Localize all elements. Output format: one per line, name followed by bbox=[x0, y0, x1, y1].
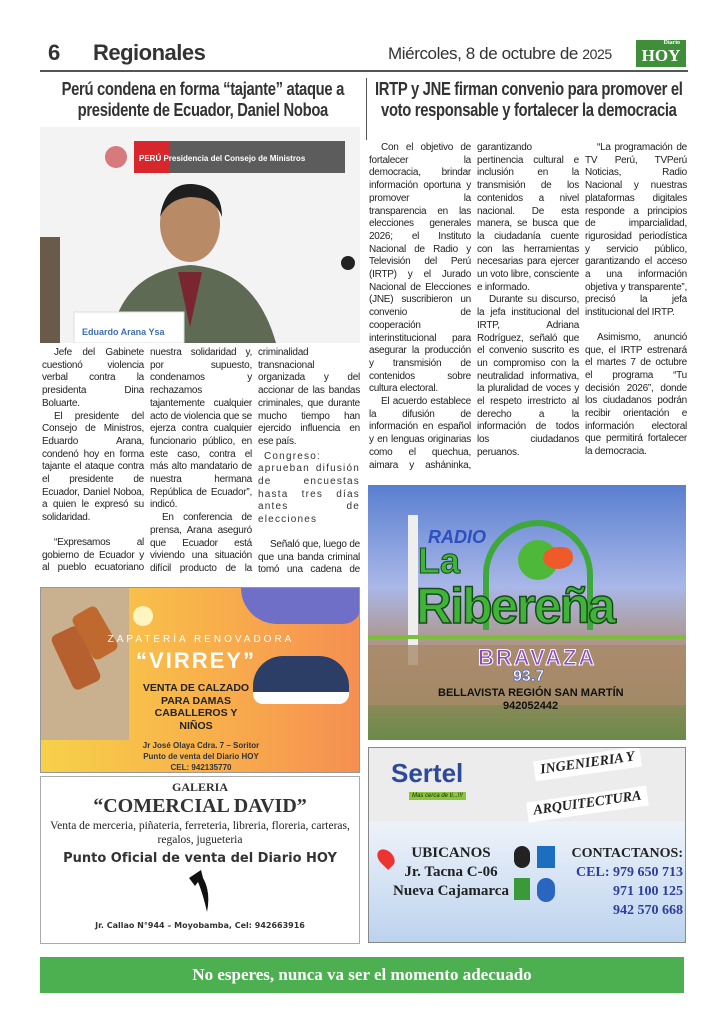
column-divider bbox=[366, 78, 367, 140]
paragraph: Señaló que, luego de que una banda criminal tomó una cadena de bbox=[258, 538, 360, 576]
ad-sertel bbox=[368, 747, 686, 943]
ad-logo: Sertel bbox=[391, 758, 464, 788]
issue-date bbox=[388, 44, 612, 64]
ad-station-name: Ribereña bbox=[416, 578, 614, 634]
paragraph: Durante su discurso, la jefa institucional del IRTP, Adriana Rodríguez, señaló que el convenio suscrito es un compromiso con la neutralidad informativa, la pluralidad de voces y el respeto irrestricto al derecho a la información de todos los ciudadanos peruanos. bbox=[477, 294, 579, 458]
microphone-icon bbox=[341, 256, 355, 270]
photo-caption: Eduardo Arana Ysa bbox=[82, 327, 165, 337]
ad-city: Nueva Cajamarca bbox=[393, 883, 509, 899]
ad-line: VENTA DE CALZADO bbox=[142, 682, 250, 694]
right-headline: IRTP y JNE firman convenio para promover el voto responsable y fortalecer la democracia bbox=[375, 78, 683, 120]
ad-service-2: ARQUITECTURA bbox=[526, 786, 649, 823]
photo-backdrop-text: PERÚ Presidencia del Consejo de Ministros bbox=[139, 154, 306, 163]
paragraph: En conferencia de prensa, Arana aseguró que Ecuador está viviendo una situación difícil producto de la criminalidad transnacional organizada y del accionar de las bandas criminales, que durante mucho tiempo han ejercido influencia en ese país. bbox=[150, 347, 360, 574]
tiktok-icon bbox=[514, 846, 530, 868]
photo-illustration bbox=[40, 127, 360, 343]
ad-street: Jr. Tacna C-06 bbox=[404, 864, 498, 880]
ad-radio-label: RADIO bbox=[428, 527, 486, 547]
ad-point: Punto de venta del Diario HOY bbox=[143, 752, 259, 761]
footer-banner: No esperes, nunca va ser el momento adecuado bbox=[40, 957, 684, 993]
ad-brand: “VIRREY” bbox=[136, 648, 256, 673]
ad-line: CABALLEROS Y bbox=[154, 707, 238, 719]
date-year: 2025 bbox=[582, 46, 612, 62]
ad-address: Jr. Callao N°944 – Moyobamba, Cel: 942663916 bbox=[95, 921, 305, 930]
paragraph: “Expresamos al gobierno de Ecuador y al pueblo ecuatoriano nuestra solidaridad y, por supuesto, condenamos y rechazamos tajantemente cualquier acto de violencia que se ejerza contra cualquier funcionario público, en este caso, contra el más alto mandatario de nuestra hermana República de Ecuador”, indicó. bbox=[42, 347, 252, 574]
diario-hoy-logo bbox=[636, 40, 686, 67]
outlook-icon bbox=[537, 846, 555, 868]
sun-icon bbox=[133, 606, 153, 626]
ad-slogan: Mas cerca de ti...!!! bbox=[409, 792, 466, 800]
parrot-beak bbox=[543, 547, 573, 569]
page-number: 6 bbox=[48, 40, 61, 65]
ad-line: NIÑOS bbox=[179, 719, 213, 732]
ad-kicker: ZAPATERÍA RENOVADORA bbox=[107, 634, 295, 645]
whatsapp-icon bbox=[514, 878, 530, 900]
coat-of-arms bbox=[105, 146, 127, 168]
paragraph: El presidente del Consejo de Ministros, Eduardo Arana, condenó hoy en forma tajante el ataque contra el presidente de Ecuador, Daniel Noboa, a quien le expresó su solidaridad. bbox=[42, 410, 144, 524]
paragraph: Asimismo, anunció que, el IRTP estrenará el martes 7 de octubre el programa “Tu decisión 2026”, donde los ciudadanos podrán recibir orientación e información electoral que permitirá fortalecer la democracia. bbox=[585, 331, 687, 458]
ad-frequency: 93.7 bbox=[513, 668, 545, 685]
ad-contact bbox=[565, 844, 683, 920]
ad-kicker: GALERIA bbox=[171, 780, 228, 794]
ad-location: BELLAVISTA REGIÓN SAN MARTÍN bbox=[438, 687, 624, 699]
ad-zapateria-virrey bbox=[40, 587, 360, 773]
paragraph: “La programación de TV Perú, TVPerú Noticias, Radio Nacional y nuestras plataformas digitales responde a principios de imparcialidad, rigurosidad periodística y servicio público, garantizando el acceso a una información objetiva y transparente”, precisó la jefa institucional del IRTP. bbox=[585, 142, 687, 319]
ad-service-1: INGENIERIA Y bbox=[533, 747, 642, 781]
ad-description: Venta de merceria, piñateria, ferreteria, libreria, floreria, carteras, regalos, jugueteria bbox=[50, 820, 350, 846]
paragraph: El acuerdo establece la difusión de información en español y en lenguas originarias como el quechua, aimara y asháninka, garantizando pertinencia cultural e inclusión en la transmisión de los contenidos a nivel nacional. De esta manera, se busca que la ciudadanía cuente con las herramientas necesarias para ejercer un voto libre, consciente e informado. bbox=[369, 142, 579, 471]
paragraph: Con el objetivo de fortalecer la democracia, brindar información oportuna y promover la transparencia en las elecciones generales 2026; el Instituto Nacional de Radio y Televisión del Perú (IRTP) y el Jurado Nacional de Elecciones (JNE) suscribieron un convenio de cooperación interinstitucional para asegurar la producción y transmisión de contenidos sobre cultura electoral. bbox=[369, 142, 471, 395]
paragraph: Jefe del Gabinete cuestionó violencia verbal contra la presidenta Dina Boluarte. bbox=[42, 347, 144, 409]
article-photo bbox=[40, 127, 360, 343]
ad-phone: 942 570 668 bbox=[613, 903, 683, 918]
header-rule bbox=[40, 70, 688, 72]
date-text: Miércoles, 8 de octubre de bbox=[388, 44, 578, 63]
related-link[interactable]: Congreso: aprueban difusión de encuestas hasta tres días antes de elecciones bbox=[258, 450, 360, 526]
blob-decoration bbox=[241, 588, 360, 624]
left-headline: Perú condena en forma “tajante” ataque a presidente de Ecuador, Daniel Noboa bbox=[61, 78, 345, 120]
right-article-body bbox=[369, 142, 687, 484]
ad-contact bbox=[111, 740, 291, 773]
ad-phone: CEL: 979 650 713 bbox=[576, 865, 683, 880]
logo-big: HOY bbox=[641, 46, 681, 65]
ad-lines bbox=[121, 682, 271, 732]
ad-brand: “COMERCIAL DAVID” bbox=[93, 795, 307, 817]
left-article-body bbox=[42, 347, 360, 585]
ad-phone: CEL: 942135770 bbox=[170, 763, 232, 772]
ad-ubicanos: UBICANOS bbox=[411, 845, 491, 861]
ad-phone: 942052442 bbox=[503, 700, 559, 712]
section-title: Regionales bbox=[93, 40, 206, 65]
logo-small: Diario bbox=[663, 40, 680, 46]
ad-brand: BRAVAZA bbox=[478, 645, 597, 670]
ad-la: La bbox=[418, 540, 461, 581]
ad-phone: 971 100 125 bbox=[613, 884, 683, 899]
ad-galeria-comercial-david bbox=[40, 776, 360, 944]
ad-address: Jr José Olaya Cdra. 7 – Soritor bbox=[142, 741, 260, 750]
arrow-icon bbox=[185, 870, 215, 914]
ad-address bbox=[391, 844, 511, 901]
facebook-icon bbox=[537, 878, 555, 902]
ad-line: PARA DAMAS bbox=[161, 694, 231, 707]
ad-radio-la-riberena bbox=[368, 485, 686, 740]
bridge-deck bbox=[368, 635, 686, 639]
ad-point: Punto Oficial de venta del Diario HOY bbox=[63, 851, 337, 866]
ad-contact-label: CONTACTANOS: bbox=[571, 846, 683, 861]
